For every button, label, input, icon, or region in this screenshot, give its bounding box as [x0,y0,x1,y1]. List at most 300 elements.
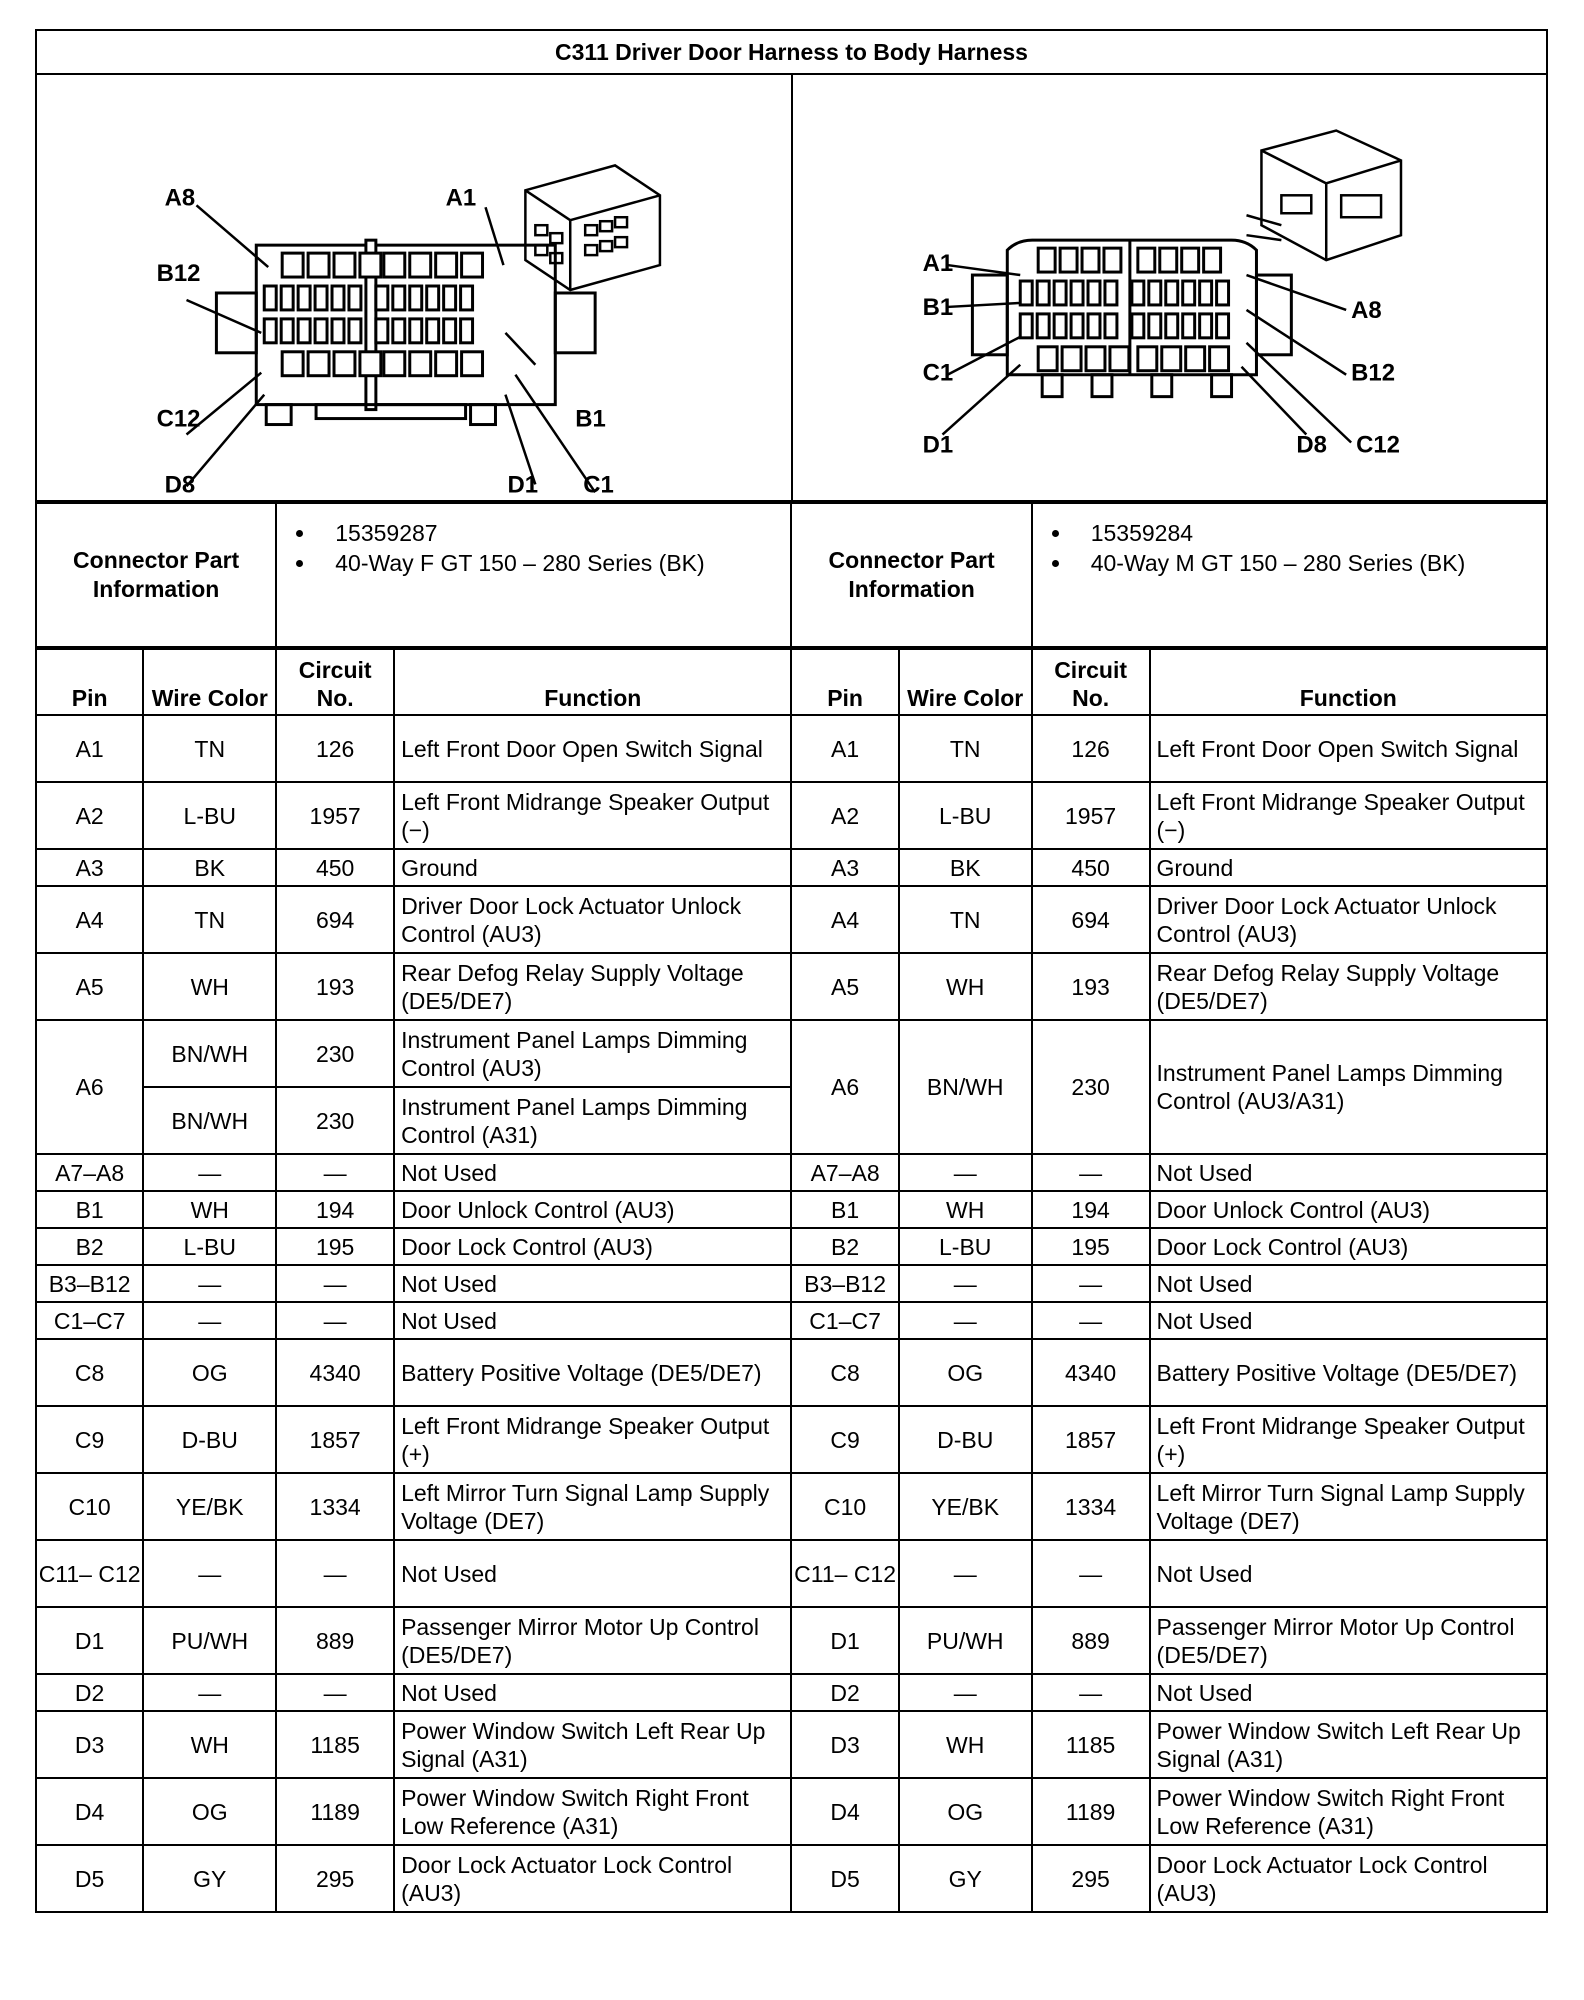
circuit-cell: 889 [276,1607,394,1674]
pin-cell: B3–B12 [36,1265,143,1302]
cavity [1103,248,1120,272]
cavity [1181,248,1198,272]
pin-cell: A5 [791,953,898,1020]
function-cell: Not Used [394,1302,791,1339]
cavity [349,319,361,343]
cavity [1203,248,1220,272]
function-cell: Passenger Mirror Motor Up Control (DE5/DE7) [1150,1607,1547,1674]
function-cell: Driver Door Lock Actuator Unlock Control (AU3) [1150,886,1547,953]
circuit-cell: 1857 [276,1406,394,1473]
function-cell: Power Window Switch Left Rear Up Signal (A31) [394,1711,791,1778]
pin-cell: A7–A8 [791,1154,898,1191]
cavity [462,253,483,277]
cavity [410,319,422,343]
cavity [1182,281,1194,305]
pin-cell: C9 [36,1406,143,1473]
pin-cell: B2 [36,1228,143,1265]
pin-cell: C11– C12 [36,1540,143,1607]
circuit-cell: 126 [276,715,394,782]
male-connector-drawing [793,75,1547,500]
cavity [1216,314,1228,338]
function-cell: Door Unlock Control (AU3) [1150,1191,1547,1228]
function-cell: Not Used [394,1265,791,1302]
pin-cell: D4 [36,1778,143,1845]
wire-color-cell: — [899,1302,1032,1339]
function-cell: Door Unlock Control (AU3) [394,1191,791,1228]
label-d1: D1 [507,471,539,499]
function-cell: Left Front Midrange Speaker Output (+) [394,1406,791,1473]
header-circuit-no: Circuit No. [1032,649,1150,715]
label-a8: A8 [164,184,196,212]
pin-cell: C10 [791,1473,898,1540]
pin-cell: D5 [791,1845,898,1912]
cavity [1060,248,1077,272]
pin-cell: D3 [791,1711,898,1778]
circuit-cell: 230 [276,1087,394,1154]
cavity [1159,248,1176,272]
pin-cell: A5 [36,953,143,1020]
table-row [36,1154,1547,1191]
circuit-cell: — [1032,1302,1150,1339]
cavity [1185,347,1204,371]
wire-color-cell: BK [143,849,276,886]
function-cell: Not Used [1150,1154,1547,1191]
part-info-table [35,502,1548,648]
function-cell: Rear Defog Relay Supply Voltage (DE5/DE7) [1150,953,1547,1020]
circuit-cell: 4340 [276,1339,394,1406]
pin-cell: A2 [791,782,898,849]
function-cell: Left Front Midrange Speaker Output (+) [1150,1406,1547,1473]
function-cell: Driver Door Lock Actuator Unlock Control (AU3) [394,886,791,953]
circuit-cell: 694 [1032,886,1150,953]
wire-color-cell: L-BU [143,1228,276,1265]
pin-cell: C8 [791,1339,898,1406]
wire-color-cell: L-BU [899,1228,1032,1265]
cavity [334,352,355,376]
connector-iso-view [1246,131,1400,261]
label-a1: A1 [922,250,953,278]
wire-color-cell: L-BU [899,782,1032,849]
cavity [427,286,439,310]
female-connector-drawing [37,75,791,500]
pin-cell: C10 [36,1473,143,1540]
right-latch [555,293,595,353]
cavity [1104,281,1116,305]
cavity [462,352,483,376]
circuit-cell: — [276,1154,394,1191]
circuit-cell: 1185 [1032,1711,1150,1778]
table-row [36,1302,1547,1339]
cavity [264,286,276,310]
left-part-description: • 40-Way F GT 150 – 280 Series (BK) [317,548,790,578]
cavity [1054,281,1066,305]
circuit-cell: 1185 [276,1711,394,1778]
table-row [36,1674,1547,1711]
pin-cell: B3–B12 [791,1265,898,1302]
pin-table [35,648,1548,1913]
cavity [281,319,293,343]
table-row [36,1711,1547,1778]
header-table [35,29,1548,502]
wire-color-cell: GY [143,1845,276,1912]
cavity [1148,281,1160,305]
wire-color-cell: BN/WH [143,1087,276,1154]
function-cell: Left Front Midrange Speaker Output (−) [1150,782,1547,849]
table-row [36,715,1547,782]
cavity [1038,347,1057,371]
cavity [1109,347,1128,371]
cavity [264,319,276,343]
cavity [436,253,457,277]
pin-cell: D3 [36,1711,143,1778]
cavity [410,253,431,277]
circuit-cell: 450 [276,849,394,886]
wire-color-cell: OG [143,1339,276,1406]
table-row [36,1265,1547,1302]
wire-color-cell: WH [143,953,276,1020]
table-row [36,1191,1547,1228]
function-cell: Door Lock Control (AU3) [1150,1228,1547,1265]
right-part-description: • 40-Way M GT 150 – 280 Series (BK) [1073,548,1546,578]
cavity [461,286,473,310]
wire-color-cell: TN [143,886,276,953]
label-c12: C12 [156,405,201,433]
function-cell: Door Lock Control (AU3) [394,1228,791,1265]
wire-color-cell: WH [899,1191,1032,1228]
cavity [1199,314,1211,338]
function-cell: Ground [1150,849,1547,886]
pin-cell: C1–C7 [36,1302,143,1339]
function-cell: Not Used [1150,1540,1547,1607]
label-d8: D8 [1295,431,1327,459]
left-part-info [276,503,791,647]
pin-cell: A7–A8 [36,1154,143,1191]
pin-cell: A3 [791,849,898,886]
wire-color-cell: — [143,1302,276,1339]
label-a8: A8 [1350,296,1382,324]
cavity [461,319,473,343]
table-row [36,1228,1547,1265]
cavity [308,352,329,376]
cavity [1165,314,1177,338]
wire-color-cell: — [143,1154,276,1191]
wire-color-cell: TN [899,715,1032,782]
label-a1: A1 [445,184,477,212]
label-b1: B1 [922,293,953,321]
label-b12: B12 [156,260,201,288]
cavity [315,286,327,310]
wire-color-cell: — [143,1674,276,1711]
table-row [36,1845,1547,1912]
wire-color-cell: BN/WH [143,1020,276,1087]
cavity [1062,347,1081,371]
circuit-cell: 1957 [1032,782,1150,849]
table-row [36,782,1547,849]
cavity [282,352,303,376]
cavity [384,253,405,277]
wire-color-cell: TN [899,886,1032,953]
wire-color-cell: OG [143,1778,276,1845]
pin-cell: D2 [36,1674,143,1711]
function-cell: Passenger Mirror Motor Up Control (DE5/DE7) [394,1607,791,1674]
cavity [376,286,388,310]
circuit-cell: 194 [1032,1191,1150,1228]
circuit-cell: — [276,1265,394,1302]
wire-color-cell: L-BU [143,782,276,849]
pin-cell: A1 [791,715,898,782]
pin-cell: D1 [791,1607,898,1674]
cavity [1216,281,1228,305]
wire-color-cell: D-BU [899,1406,1032,1473]
circuit-cell: 195 [1032,1228,1150,1265]
pin-cell: C1–C7 [791,1302,898,1339]
pin-cell: B1 [791,1191,898,1228]
circuit-cell: 1189 [1032,1778,1150,1845]
cavity [349,286,361,310]
circuit-cell: 1334 [276,1473,394,1540]
function-cell: Door Lock Actuator Lock Control (AU3) [394,1845,791,1912]
cavity [1088,314,1100,338]
cavity [376,319,388,343]
cavity [1054,314,1066,338]
label-b1: B1 [575,405,606,433]
cavity [1161,347,1180,371]
wire-color-cell: BN/WH [899,1020,1032,1154]
cavity [1037,281,1049,305]
circuit-cell: 1857 [1032,1406,1150,1473]
wire-color-cell: — [143,1265,276,1302]
cavity [410,352,431,376]
circuit-cell: 4340 [1032,1339,1150,1406]
left-connector-diagram [36,74,792,501]
table-row [36,1406,1547,1473]
cavity [1148,314,1160,338]
table-row [36,1339,1547,1406]
wire-color-cell: YE/BK [899,1473,1032,1540]
header-pin: Pin [36,649,143,715]
label-c1: C1 [583,471,614,499]
table-row [36,886,1547,953]
cavity [1131,314,1143,338]
cavity [1131,281,1143,305]
cavity [1137,347,1156,371]
cavity [1165,281,1177,305]
circuit-cell: 1189 [276,1778,394,1845]
circuit-cell: 295 [1032,1845,1150,1912]
circuit-cell: 195 [276,1228,394,1265]
function-cell: Left Front Door Open Switch Signal [394,715,791,782]
circuit-cell: — [1032,1540,1150,1607]
function-cell: Not Used [394,1540,791,1607]
cavity [360,352,381,376]
wire-color-cell: WH [899,953,1032,1020]
circuit-cell: 230 [1032,1020,1150,1154]
function-cell: Instrument Panel Lamps Dimming Control (AU3) [394,1020,791,1087]
circuit-cell: 126 [1032,715,1150,782]
cavity [360,253,381,277]
header-function: Function [1150,649,1547,715]
cavity [444,319,456,343]
right-connector-diagram [792,74,1548,501]
function-cell: Not Used [394,1154,791,1191]
table-row [36,1540,1547,1607]
circuit-cell: 295 [276,1845,394,1912]
cavity [298,286,310,310]
circuit-cell: — [1032,1674,1150,1711]
pin-cell: D1 [36,1607,143,1674]
wire-color-cell: WH [143,1711,276,1778]
table-row [36,953,1547,1020]
right-part-number: • 15359284 [1073,518,1546,548]
circuit-cell: 694 [276,886,394,953]
pin-cell: B2 [791,1228,898,1265]
function-cell: Left Front Midrange Speaker Output (−) [394,782,791,849]
pin-cell: A2 [36,782,143,849]
cavity [1071,314,1083,338]
cavity [1082,248,1099,272]
cavity [1037,314,1049,338]
right-part-info [1032,503,1547,647]
cavity [1088,281,1100,305]
cavity [1209,347,1228,371]
header-function: Function [394,649,791,715]
pin-cell: D2 [791,1674,898,1711]
circuit-cell: — [276,1674,394,1711]
cavity [436,352,457,376]
cavity [298,319,310,343]
left-connector-part-label: Connector Part Information [36,503,276,647]
header-wire-color: Wire Color [143,649,276,715]
cavity [1038,248,1055,272]
connector-sheet [35,29,1548,1913]
pin-table-body [36,715,1547,1912]
table-row [36,1473,1547,1540]
right-connector-part-label: Connector Part Information [791,503,1031,647]
function-cell: Power Window Switch Left Rear Up Signal (A31) [1150,1711,1547,1778]
cavity [308,253,329,277]
function-cell: Power Window Switch Right Front Low Reference (A31) [1150,1778,1547,1845]
circuit-cell: 230 [276,1020,394,1087]
wire-color-cell: GY [899,1845,1032,1912]
cavity [1020,281,1032,305]
cavity [1086,347,1105,371]
wire-color-cell: BK [899,849,1032,886]
circuit-cell: 193 [276,953,394,1020]
wire-color-cell: OG [899,1778,1032,1845]
function-cell: Instrument Panel Lamps Dimming Control (A31) [394,1087,791,1154]
page-title: C311 Driver Door Harness to Body Harness [36,30,1547,74]
wire-color-cell: — [143,1540,276,1607]
cavity [393,319,405,343]
pin-cell: A6 [36,1020,143,1154]
pin-cell: B1 [36,1191,143,1228]
pin-cell: A4 [36,886,143,953]
function-cell: Battery Positive Voltage (DE5/DE7) [1150,1339,1547,1406]
function-cell: Not Used [1150,1265,1547,1302]
pin-cell: A6 [791,1020,898,1154]
circuit-cell: — [1032,1154,1150,1191]
function-cell: Left Mirror Turn Signal Lamp Supply Voltage (DE7) [1150,1473,1547,1540]
cavity [332,286,344,310]
table-row [36,1607,1547,1674]
cavity [1020,314,1032,338]
function-cell: Door Lock Actuator Lock Control (AU3) [1150,1845,1547,1912]
function-cell: Ground [394,849,791,886]
left-part-number: • 15359287 [317,518,790,548]
cavity [384,352,405,376]
pin-cell: A1 [36,715,143,782]
circuit-cell: 889 [1032,1607,1150,1674]
cavity [1071,281,1083,305]
cavity [315,319,327,343]
wire-color-cell: — [899,1154,1032,1191]
wire-color-cell: OG [899,1339,1032,1406]
function-cell: Instrument Panel Lamps Dimming Control (AU3/A31) [1150,1020,1547,1154]
label-d8: D8 [164,471,196,499]
function-cell: Not Used [1150,1302,1547,1339]
pin-cell: C11– C12 [791,1540,898,1607]
wire-color-cell: TN [143,715,276,782]
pin-cell: A4 [791,886,898,953]
cavity [332,319,344,343]
function-cell: Power Window Switch Right Front Low Reference (A31) [394,1778,791,1845]
label-d1: D1 [922,431,953,459]
wire-color-cell: — [899,1674,1032,1711]
wire-color-cell: — [899,1265,1032,1302]
cavity [334,253,355,277]
pin-cell: A3 [36,849,143,886]
wire-color-cell: PU/WH [143,1607,276,1674]
label-b12: B12 [1350,359,1395,387]
cavity [393,286,405,310]
cavity [444,286,456,310]
pin-cell: C8 [36,1339,143,1406]
function-cell: Left Front Door Open Switch Signal [1150,715,1547,782]
cavity [281,286,293,310]
cavity [410,286,422,310]
function-cell: Rear Defog Relay Supply Voltage (DE5/DE7) [394,953,791,1020]
cavity [1137,248,1154,272]
wire-color-cell: YE/BK [143,1473,276,1540]
circuit-cell: 1334 [1032,1473,1150,1540]
table-row [36,1020,1547,1087]
table-row [36,1778,1547,1845]
circuit-cell: 194 [276,1191,394,1228]
cavity-grid [1020,248,1228,371]
circuit-cell: — [276,1302,394,1339]
header-wire-color: Wire Color [899,649,1032,715]
cavity [1199,281,1211,305]
cavity [1104,314,1116,338]
circuit-cell: 450 [1032,849,1150,886]
table-row [36,849,1547,886]
cavity [1182,314,1194,338]
cavity [427,319,439,343]
pin-cell: D5 [36,1845,143,1912]
wire-color-cell: WH [899,1711,1032,1778]
pin-cell: D4 [791,1778,898,1845]
circuit-cell: — [276,1540,394,1607]
circuit-cell: 193 [1032,953,1150,1020]
header-pin: Pin [791,649,898,715]
label-c12: C12 [1355,431,1400,459]
wire-color-cell: — [899,1540,1032,1607]
function-cell: Left Mirror Turn Signal Lamp Supply Voltage (DE7) [394,1473,791,1540]
function-cell: Not Used [1150,1674,1547,1711]
function-cell: Not Used [394,1674,791,1711]
function-cell: Battery Positive Voltage (DE5/DE7) [394,1339,791,1406]
wire-color-cell: D-BU [143,1406,276,1473]
